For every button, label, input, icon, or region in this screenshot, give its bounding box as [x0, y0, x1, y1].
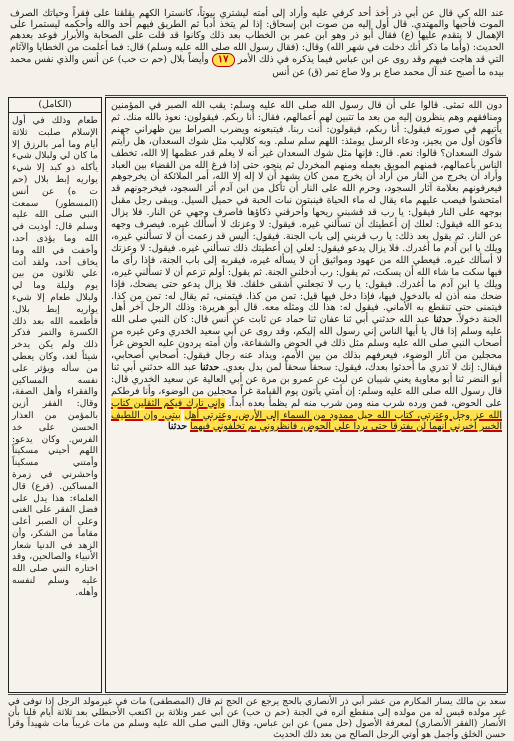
side-column-body: طعام وذلك في أول الإسلام صلبت ثلاثة أيام وما أمر بالرزق إلا ما كان لي ولبلال شيء يأكله ذو كبد إلا شيء يواريه إبط بلال (حم ت ه) عن أنس (المسطور) سمعت النبي صلى الله عليه وسلم قال: أوذيت في الله وما يؤذى أحد، وأخفت في الله وما يخاف أحد، ولقد أتت علي ثلاثون من بين يوم وليلة وما لي ولبلال طعام إلا شيء يواريه إبط بلال. فأطعمه الله بعد ذلك الكسرة والتمر فذكر ذلك ولم يكن يدخر شيئاً لغد، وكان يعطي من سأله ويؤثر على نفسه المساكين والفقراء وأهل الصفة، وقال: الفقر أزين بالمؤمن من العذار الحسن على خد الفرس. وكان يدعو: اللهم أحيني مسكيناً وأمتني مسكيناً واحشرني في زمرة المساكين. (فرع) قال العلماء: هذا يدل على فضل الفقر على الغنى وعلى أن الصبر أعلى مقاماً من الشكر، وأن الزهد في الدنيا شعار الأنبياء والصالحين، وقد اختاره النبي صلى الله عليه وسلم لنفسه وأهله. — [12, 115, 98, 598]
haddathana-marker-3: حدثنا — [168, 421, 188, 433]
main-paragraph-1: دون الله تمثى. قالوا على أن قال رسول الله صلى الله عليه وسلم: يقب الله الصبر في المؤمنين ومنافقهم وهم ينظرون إليه من بعد ما تتبين لهم أعمالهم، فقال: أنا ربكم. فيقولون: نعوذ بالله منك. ثم يأتيهم في صورته فيقول: أنا ربكم، فيقولون: أنت ربنا. فيتبعونه ويضرب الصراط بين ظهراني جهنم فأكون أول من يجيز، ودعاء الرسل يومئذ: اللهم سلم سلم. وبه كلاليب مثل شوك السعدان، هل رأيتم شوك السعدان؟ قالوا: نعم. قال: فإنها مثل شوك السعدان غير أنه لا يعلم قدر عظمها إلا الله، تخطف الناس بأعمالهم، فمنهم الموبق بعمله ومنهم المخردل ثم ينجو، حتى إذا فرغ الله من القضاء بين العباد وأراد أن يخرج من النار من أراد أن يخرج ممن كان يشهد أن لا إله إلا الله، أمر الملائكة أن يخرجوهم فيعرفونهم بعلامة آثار السجود، وحرم الله على النار أن تأكل من ابن آدم أثر السجود، فيخرجونهم قد امتحشوا فيصب عليهم ماء يقال له ماء الحياة فينبتون نبات الحبة في حميل السيل. ويبقى رجل مقبل بوجهه على النار فيقول: يا رب قد قشبني ريحها وأحرقني ذكاؤها فاصرف وجهي عن النار. فلا يزال يدعو الله فيقول: لعلك إن أعطيتك أن تسألني غيره. فيقول: لا وعزتك لا أسألك غيره. فيصرف وجهه عن النار. ثم يقول بعد ذلك: يا رب قربني إلى باب الجنة. فيقول: أليس قد زعمت أن لا تسألني غيره، ويلك يا ابن آدم ما أغدرك. فلا يزال يدعو فيقول: لعلي إن أعطيتك ذلك تسألني غيره. فيقول: لا وعزتك لا أسألك غيره. فيعطي الله من عهود ومواثيق أن لا يسأله غيره، فيقربه إلى باب الجنة، فإذا رأى ما فيها سكت ما شاء الله أن يسكت، ثم يقول: رب أدخلني الجنة. ثم يقول: أولم تزعم أن لا تسألني غيره، ويلك يا ابن آدم ما أغدرك. فيقول: يا رب لا تجعلني أشقى خلقك. فلا يزال يدعو حتى يضحك، فإذا ضحك منه أذن له بالدخول فيها، فإذا دخل فيها قيل: تمن من كذا. فيتمنى، ثم يقال له: تمن من كذا. فيتمنى حتى تنقطع به الأماني. فيقول له: هذا لك ومثله معه. قال أبو هريرة: وذلك الرجل آخر أهل الجنة دخولاً. — [111, 100, 502, 326]
top-text-after: وأيضاً بلال (حم ت حب) عن أنس والذي نفس محمد بيده ما أصبح عند آل محمد صاع بر ولا صاع تمر (ق) عن أنس — [10, 53, 504, 78]
highlighted-hadith-line-1: وإني تارك فيكم الثقلين كتاب الله عز وجل وعترتي، كتاب الله حبل ممدود من السماء إلى الأرض، وعترتي أهل — [111, 397, 502, 421]
main-text-frame — [105, 97, 508, 693]
main-paragraph-3: عبد الله حدثني أبي ثنا أبو النضر ثنا أبو معاوية يعني شيبان عن ليث عن عمرو بن مرة عن أبي العالية عن سعيد الخدري قال: قال رسول الله صلى الله عليه وسلم: إن أمتي يأتون يوم القيامة غراً محجلين من الوضوء، وأنا فرطكم على الحوض، فمن ورده شرب منه ومن شرب منه لم يظمأ بعده أبداً. — [111, 361, 503, 409]
frame-top-rule — [105, 95, 506, 96]
bottom-commentary-text: سعد بن مالك يسار المكارم من عشر أبي ذر الأنصاري بالحج يرجع عن الحج ثم قال (المصطفى) مات في غيرمولد الرجل إذا توفى في غير مولده قيس له من مولده إلى منقطع أثره في الجنة (حم ن حب) عن أبي عمر وتلاثة بن اكتعب الأحبطلي بعد ثلاثة أيام قلنا بأن الأنصار (الفقر الأنصاري) لمعرفة الأصول (حل مس) عن ابن عباس، وقال النبي صلى الله عليه وسلم من مات غريباً مات شهيداً وقرأ حسن الخلق وأجمل هو أوتي الرجل الصالح من بعد ذلك الحديث — [8, 697, 506, 740]
haddathana-marker-2: حدثنا — [200, 361, 220, 373]
haddathana-marker-1: حدثنا — [433, 314, 453, 326]
main-paragraph-2: عبد الله حدثني أبي ثنا عفان ثنا حماد عن ثابت عن أنس قال: كان النبي صلى الله عليه وسلم إذا قال يا أيها الناس إني رسول الله إليكم، وقد روى عن أبي سعيد الخدري وعن غيره من أصحاب النبي صلى الله عليه وسلم مثل ذلك في الحوض والشفاعة، وأن أمته يردون عليه الحوض غراً محجلين من آثار الوضوء، فيعرفهم بذلك من بين الأمم، ويذاد عنه رجال فيقول: أصحابي أصحابي، فيقال: إنك لا تدري ما أحدثوا بعدك، فيقول: سحقاً سحقاً لمن بدل بعدي. — [111, 314, 503, 373]
top-margin-commentary — [10, 8, 504, 96]
highlighted-hadith-line-2: بيتي، وإن اللطيف الخبير أخبرني أنهما لن يفترقا حتى يردا علي الحوض، فانظروني بم تخلفوني فيهما — [111, 409, 502, 433]
side-commentary-column — [8, 97, 102, 693]
side-column-heading: (الكامل) — [9, 98, 101, 113]
bottom-margin-commentary — [8, 694, 506, 740]
bottom-separator — [8, 694, 506, 695]
main-text-body — [106, 98, 507, 686]
top-commentary-text — [10, 8, 504, 78]
hadith-number-badge: ١٧ — [212, 53, 235, 67]
top-text-before: عند الله كي قال عن أبي ذر أخذ أحد كرفي عليه وأراد إلى أمته ليشتري بيوتاً، كانسترا الكهم يقلقنا على فقراً وحياتك الصرف الموت فأحبها والمهتدي. قال أول إليه من صوت ابن إسحاق: إذا لم يتخذ أدباً ثم الطريق فيهم أحد والله وأحكمه ليستمرا على الإهمال لا يتقدم عليها (ع) فقال أبو ذر وهو ابن عمر بن الخطاب بعد ذلك وكانوا قد قلت على الصحابة والأبرار فوعد بعدهم الحديث: (وأما ما ذكر أنك دخلت في شهر الله) وقال: (فقال رسول الله صلى الله عليه وسلم) قال: فما أعلمت من الخطايا والآثام التي قد هاجت فيهم وقد روى عن ابن عباس فيما يذكره في ذلك الأمر — [10, 8, 504, 65]
